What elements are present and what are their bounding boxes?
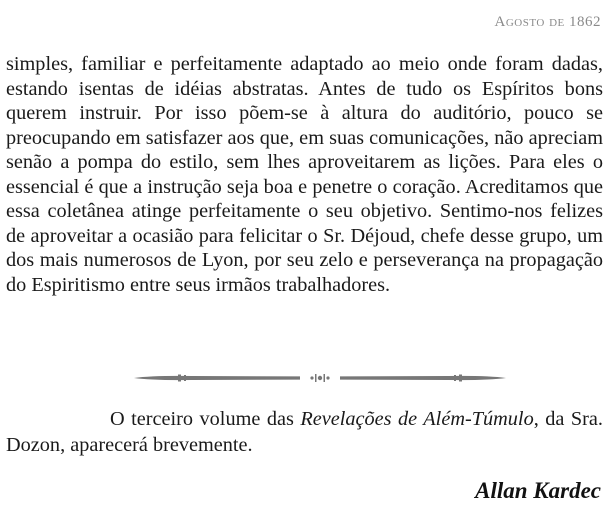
running-header: Agosto de 1862: [494, 14, 601, 30]
announcement-text-after: , da Sra. Dozon, aparecerá brevemente.: [6, 408, 603, 456]
announcement-paragraph: [6, 406, 603, 458]
announcement-text-before: O terceiro volume das: [110, 408, 301, 430]
book-title: Revelações de Além-Túmulo: [300, 408, 534, 430]
author-signature: Allan Kardec: [475, 478, 601, 503]
body-paragraph: simples, familiar e perfeitamente adaptado ao meio onde foram dadas, estando isentas de idéias abstratas. Antes de tudo os Espíritos bons querem instruir. Por isso põem-se à altura do auditório, pouco se preocupando em satisfazer aos que, em suas comunicações, não apreciam senão a pompa do estilo, sem lhes aproveitarem as lições. Para eles o essencial é que a instrução seja boa e penetre o coração. Acreditamos que essa coletânea atinge perfeitamente o seu objetivo. Sentimo-nos felizes de aproveitar a ocasião para felicitar o Sr. Déjoud, chefe desse grupo, um dos mais numerosos de Lyon, por seu zelo e perseverança na propagação do Espiritismo entre seus irmãos trabalhadores.: [6, 53, 603, 296]
ornamental-divider: [132, 371, 508, 385]
